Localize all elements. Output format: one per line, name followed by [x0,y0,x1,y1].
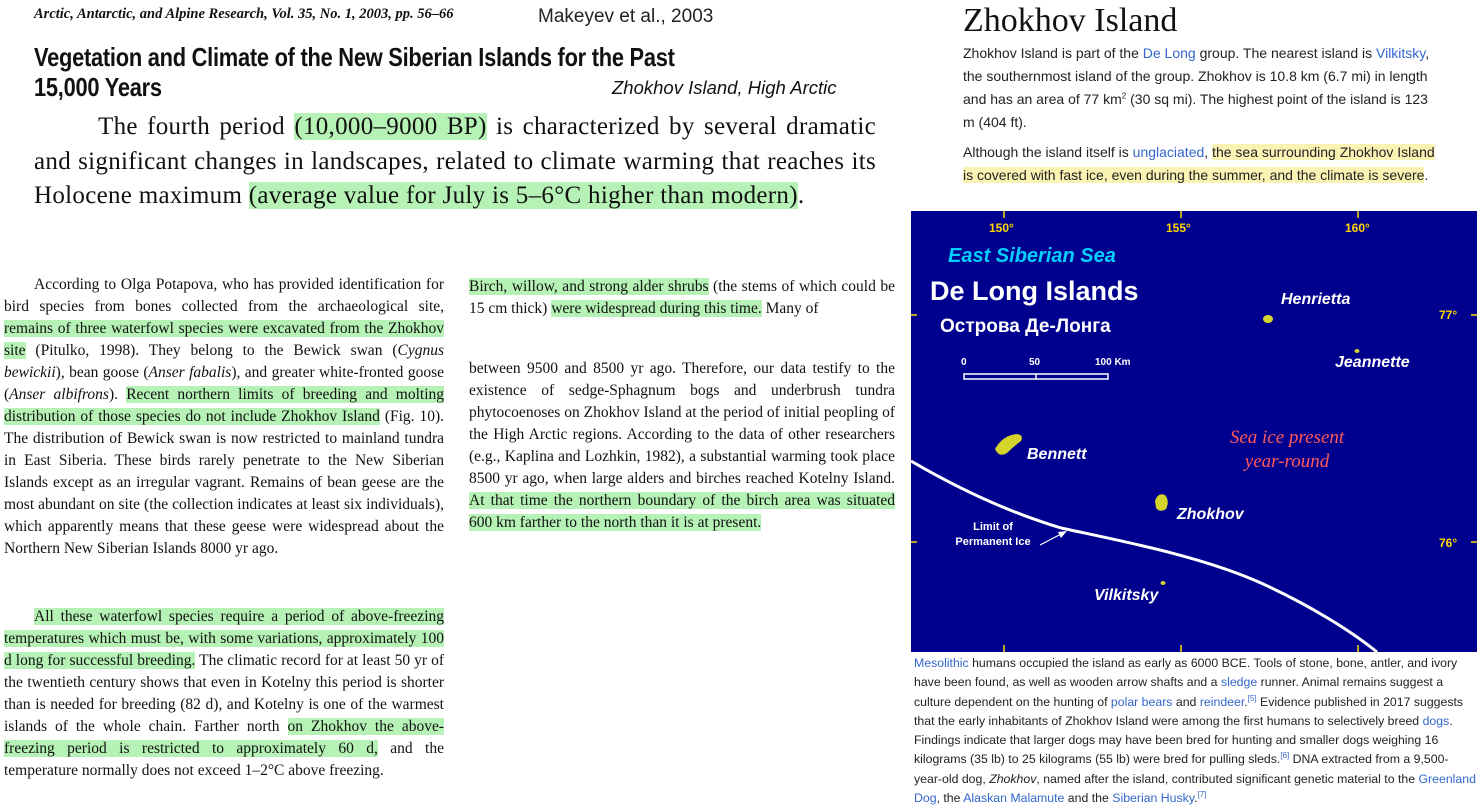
henrietta-island [1263,315,1273,323]
wiki-title: Zhokhov Island [963,2,1178,39]
highlight-fast-ice: the sea surrounding Zhokhov Island is covered with fast ice, even during the summer, and the climate is severe [963,144,1435,183]
longitude-label: 150° [989,221,1014,235]
latitude-label: 76° [1439,536,1458,550]
link-reindeer[interactable]: reindeer [1199,694,1245,709]
sea-label: East Siberian Sea [948,245,1116,267]
island-label-bennett: Bennett [1027,446,1087,463]
paper-paragraph-shrubs: Birch, willow, and strong alder shrubs (the stems of which could be 15 cm thick) were widespread during this time. Many of [469,278,895,317]
paper-paragraph-warming: between 9500 and 8500 yr ago. Therefore, our data testify to the existence of sedge-Sphagnum bogs and underbrush tundra phytocoenoses on Zhokhov Island at the period of initial peopling of the High Arctic regions. According to the data of other researchers (e.g., Kaplina and Lozhkin, 1982), a substantial warming took place 8500 yr ago, when large alders and birches reached Kotelny Island. At that time the northern boundary of the birch area was situated 600 km farther to the north than it is at present. [469,360,895,531]
de-long-islands-map [911,211,1477,652]
author-tag: Makeyev et al., 2003 [538,6,714,27]
map-title-en: De Long Islands [930,276,1139,306]
link-alaskan-malamute[interactable]: Alaskan Malamute [963,791,1065,806]
citation-5[interactable]: [5] [1247,693,1257,703]
island-label-henrietta: Henrietta [1281,291,1351,308]
paper-title: Vegetation and Climate of the New Siberian Islands for the Past 15,000 Years [34,42,675,102]
link-unglaciated[interactable]: unglaciated [1132,144,1205,160]
longitude-label: 160° [1345,221,1370,235]
island-label-jeannette: Jeannette [1335,354,1410,371]
highlight-period: (10,000–9000 BP) [294,113,487,140]
link-mesolithic[interactable]: Mesolithic [914,656,969,670]
paper-paragraph-waterfowl: According to Olga Potapova, who has provided identification for bird species from bones collected from the archaeological site, remains of three waterfowl species were excavated from the Zhokhov site (Pitulko, 1998). They belong to the Bewick swan (Cygnus bewickii), bean goose (Anser fabalis), and greater white-fronted goose (Anser albifrons). Recent northern limits of breeding and molting distribution of those species do not include Zhokhov Island (Fig. 10). The distribution of Bewick swan is now restricted to mainland tundra in East Siberia. These birds rarely penetrate to the New Siberian Islands except as an irregular vagrant. Remains of bean geese are the most abundant on site (the collection indicates at least six individuals), which apparently means that these geese were widespread about the Northern New Siberian Islands 8000 yr ago. [4,276,445,557]
scale-label-50: 50 [1029,357,1041,368]
wiki-paragraph-geography: Zhokhov Island is part of the De Long group. The nearest island is Vilkitsky, the southernmost island of the group. Zhokhov is 10.8 km (6.7 mi) in length and has an area of 77 $km^2$ (30 sq mi). The highest point of the island is 123 m (404 ft). [963,45,1430,130]
wiki-paragraph-ice: Although the island itself is unglaciated, the sea surrounding Zhokhov Island is covered with fast ice, even during the summer, and the climate is severe. [963,144,1435,183]
journal-citation: Arctic, Antarctic, and Alpine Research, Vol. 35, No. 1, 2003, pp. 56–66 [34,6,454,22]
permanent-ice-limit-line [911,461,1377,652]
paper-paragraph-breeding: All these waterfowl species require a period of above-freezing temperatures which must be, with some variations, approximately 100 d long for successful breeding. The climatic record for at least 50 yr of the twentieth century shows that even in Kotelny this period is shorter than is needed for breeding (82 d), and Kotelny is one of the warmest islands of the whole chain. Farther north on Zhokhov the above-freezing period is restricted to approximately 60 d, and the temperature normally does not exceed 1–2°C above freezing. [4,608,445,779]
highlight-july-temperature: (average value for July is 5–6°C higher than modern) [248,182,798,209]
zhokhov-island [1155,494,1168,511]
island-label-vilkitsky: Vilkitsky [1094,587,1159,604]
scale-label-0: 0 [961,357,967,368]
link-siberian-husky[interactable]: Siberian Husky [1112,791,1195,806]
link-vilkitsky[interactable]: Vilkitsky [1376,45,1426,61]
citation-6[interactable]: [6] [1280,751,1290,761]
link-dogs[interactable]: dogs [1422,713,1450,728]
highlighted-quote: The fourth period (10,000–9000 BP) is characterized by several dramatic and significant changes in landscapes, related to climate warming that reaches its Holocene maximum (average value for July is 5–6°C higher than modern). [34,113,877,209]
longitude-label: 155° [1166,221,1191,235]
sea-ice-label: Sea ice present year-round [1229,427,1345,472]
latitude-label: 77° [1439,308,1458,322]
citation-7[interactable]: [7] [1197,789,1207,799]
bennett-island [995,434,1022,455]
link-polar-bears[interactable]: polar bears [1110,694,1173,709]
permanent-ice-limit-label: Limit of Permanent Ice [955,521,1031,548]
map-title-ru: Острова Де-Лонга [940,316,1111,337]
scale-bar [964,374,1108,379]
link-sledge[interactable]: sledge [1220,675,1258,690]
link-de-long[interactable]: De Long [1142,45,1196,61]
location-tag: Zhokhov Island, High Arctic [612,77,837,98]
island-label-zhokhov: Zhokhov [1177,506,1244,523]
jeannette-island [1355,349,1360,353]
wiki-paragraph-history: Mesolithic humans occupied the island as early as 6000 BCE. Tools of stone, bone, antler, and ivory have been found, as well as wooden arrow shafts and a sledge runner. Animal remains suggest a culture dependent on the hunting of polar bears and reindeer.[5] Evidence published in 2017 suggests that the early inhabitants of Zhokhov Island were among the first humans to selectively breed dogs. Findings indicate that larger dogs may have been bred for hunting and smaller dogs weighing 16 kilograms (35 lb) to 25 kilograms (55 lb) were bred for pulling sleds.[6] DNA extracted from a 9,500-year-old dog, Zhokhov, named after the island, contributed significant genetic material to the Greenland Dog, the Alaskan Malamute and the Siberian Husky.[7] [914,656,1476,806]
vilkitsky-island [1161,581,1166,585]
limit-pointer-head [1058,531,1067,538]
scale-label-100: 100 Km [1095,357,1131,368]
link-greenland-dog[interactable]: Greenland Dog [914,771,1476,806]
